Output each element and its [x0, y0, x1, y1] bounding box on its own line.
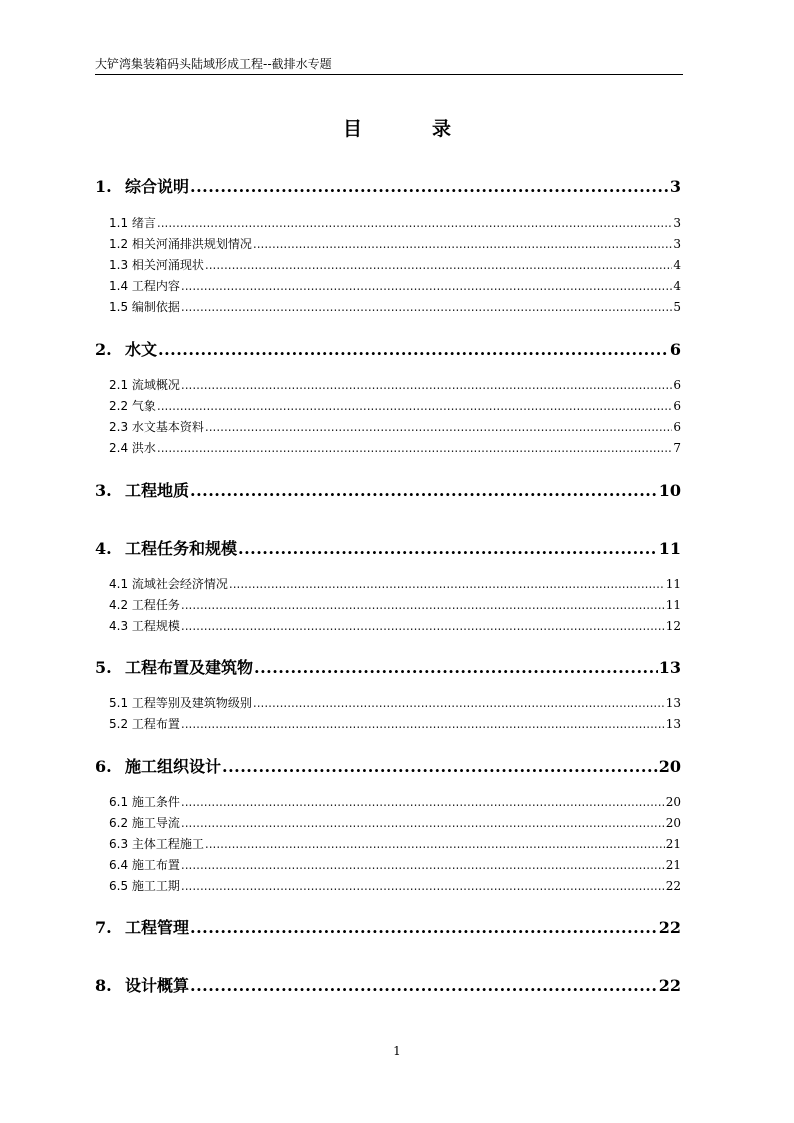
toc-chapter-number: 7.: [95, 918, 112, 937]
page-number: 1: [393, 1044, 401, 1058]
toc-section-entry[interactable]: [95, 856, 681, 873]
toc-chapter-entry[interactable]: [95, 655, 681, 678]
header-title: 大铲湾集装箱码头陆域形成工程--截排水专题: [95, 57, 332, 71]
toc-section-entry[interactable]: [95, 418, 681, 435]
toc-page-number: 6: [673, 378, 681, 392]
toc-page-number: 10: [658, 481, 681, 500]
toc-leader-dots: [253, 237, 672, 251]
toc-section-title: 1.3 相关河涌现状: [109, 258, 204, 272]
toc-chapter-title: 工程地质: [125, 481, 190, 500]
toc-page-number: 13: [665, 717, 681, 731]
toc-chapter-number: 8.: [95, 976, 112, 995]
toc-leader-dots: [190, 976, 658, 995]
toc-chapter-number: 5.: [95, 658, 112, 677]
toc-leader-dots: [181, 598, 665, 612]
toc-leader-dots: [205, 837, 665, 851]
toc-chapter-label: [95, 174, 189, 197]
toc-chapter-title: 工程布置及建筑物: [125, 658, 254, 677]
toc-page-number: 20: [665, 816, 681, 830]
toc-page-number: 22: [658, 918, 681, 937]
toc-leader-dots: [181, 858, 665, 872]
toc-title: [0, 114, 794, 141]
toc-chapter-label: [95, 915, 189, 938]
toc-page-number: 6: [673, 420, 681, 434]
toc-section-entry[interactable]: [95, 397, 681, 414]
toc-leader-dots: [181, 300, 672, 314]
toc-page-number: 21: [665, 858, 681, 872]
toc-section-title: 6.3 主体工程施工: [109, 837, 204, 851]
toc-section-title: 2.3 水文基本资料: [109, 420, 204, 434]
toc-leader-dots: [181, 879, 665, 893]
toc-page-number: 22: [658, 976, 681, 995]
toc-title-char-2: 录: [432, 118, 452, 140]
toc-chapter-title: 施工组织设计: [125, 757, 222, 776]
toc-chapter-entry[interactable]: [95, 754, 681, 777]
toc-chapter-number: 6.: [95, 757, 112, 776]
toc-section-entry[interactable]: [95, 835, 681, 852]
toc-chapter-entry[interactable]: [95, 337, 681, 360]
toc-leader-dots: [190, 177, 669, 196]
toc-section-entry[interactable]: [95, 376, 681, 393]
toc-page-number: 13: [658, 658, 681, 677]
toc-chapter-entry[interactable]: [95, 973, 681, 996]
toc-leader-dots: [238, 539, 658, 558]
toc-title-char-1: 目: [342, 118, 362, 140]
toc-chapter-entry[interactable]: [95, 478, 681, 501]
toc-section-title: 4.1 流域社会经济情况: [109, 577, 228, 591]
toc-page-number: 12: [665, 619, 681, 633]
toc-leader-dots: [158, 340, 669, 359]
toc-section-entry[interactable]: [95, 575, 681, 592]
toc-leader-dots: [157, 399, 672, 413]
toc-page-number: 13: [665, 696, 681, 710]
toc-section-title: 1.1 绪言: [109, 216, 156, 230]
toc-chapter-label: [95, 655, 253, 678]
toc-leader-dots: [205, 420, 672, 434]
toc-section-title: 4.3 工程规模: [109, 619, 180, 633]
toc-section-entry[interactable]: [95, 214, 681, 231]
toc-section-title: 2.1 流域概况: [109, 378, 180, 392]
toc-page-number: 6: [673, 399, 681, 413]
toc-chapter-entry[interactable]: [95, 536, 681, 559]
toc-page-number: 20: [658, 757, 681, 776]
toc-leader-dots: [181, 717, 665, 731]
toc-page-number: 7: [673, 441, 681, 455]
toc-page-number: 11: [665, 598, 681, 612]
toc-page-number: 3: [673, 216, 681, 230]
toc-section-entry[interactable]: [95, 439, 681, 456]
toc-page-number: 11: [665, 577, 681, 591]
toc-chapter-number: 2.: [95, 340, 112, 359]
toc-page-number: 3: [669, 177, 681, 196]
page-header: [95, 55, 683, 75]
toc-section-entry[interactable]: [95, 715, 681, 732]
toc-leader-dots: [205, 258, 672, 272]
toc-section-title: 6.5 施工工期: [109, 879, 180, 893]
toc-section-title: 1.4 工程内容: [109, 279, 180, 293]
toc-chapter-title: 工程任务和规模: [125, 539, 238, 558]
toc-section-title: 2.2 气象: [109, 399, 156, 413]
toc-page-number: 6: [669, 340, 681, 359]
toc-section-entry[interactable]: [95, 617, 681, 634]
toc-page-number: 21: [665, 837, 681, 851]
toc-page-number: 20: [665, 795, 681, 809]
toc-page-number: 4: [673, 258, 681, 272]
toc-section-entry[interactable]: [95, 298, 681, 315]
toc-leader-dots: [181, 378, 672, 392]
toc-page-number: 5: [673, 300, 681, 314]
toc-leader-dots: [229, 577, 665, 591]
toc-chapter-entry[interactable]: [95, 915, 681, 938]
toc-chapter-entry[interactable]: [95, 174, 681, 197]
toc-leader-dots: [157, 216, 672, 230]
toc-chapter-title: 综合说明: [125, 177, 190, 196]
toc-page-number: 4: [673, 279, 681, 293]
toc-section-title: 6.1 施工条件: [109, 795, 180, 809]
toc-leader-dots: [190, 481, 658, 500]
toc-section-entry[interactable]: [95, 235, 681, 252]
toc-leader-dots: [181, 795, 665, 809]
toc-section-entry[interactable]: [95, 256, 681, 273]
toc-section-entry[interactable]: [95, 814, 681, 831]
toc-chapter-number: 1.: [95, 177, 112, 196]
toc-chapter-number: 3.: [95, 481, 112, 500]
toc-leader-dots: [253, 696, 665, 710]
toc-chapter-label: [95, 536, 237, 559]
toc-leader-dots: [157, 441, 672, 455]
toc-section-title: 6.2 施工导流: [109, 816, 180, 830]
toc-section-title: 2.4 洪水: [109, 441, 156, 455]
toc-section-entry[interactable]: [95, 596, 681, 613]
toc-chapter-label: [95, 337, 157, 360]
toc-section-title: 6.4 施工布置: [109, 858, 180, 872]
toc-leader-dots: [181, 816, 665, 830]
toc-leader-dots: [254, 658, 658, 677]
toc-page-number: 22: [665, 879, 681, 893]
toc-leader-dots: [181, 619, 665, 633]
toc-chapter-number: 4.: [95, 539, 112, 558]
toc-leader-dots: [190, 918, 658, 937]
toc-page-number: 3: [673, 237, 681, 251]
toc-chapter-title: 设计概算: [125, 976, 190, 995]
toc-chapter-title: 工程管理: [125, 918, 190, 937]
toc-section-title: 4.2 工程任务: [109, 598, 180, 612]
toc-section-title: 1.5 编制依据: [109, 300, 180, 314]
toc-section-entry[interactable]: [95, 877, 681, 894]
toc-leader-dots: [181, 279, 672, 293]
toc-section-entry[interactable]: [95, 694, 681, 711]
toc-chapter-label: [95, 973, 189, 996]
toc-leader-dots: [222, 757, 658, 776]
toc-section-title: 1.2 相关河涌排洪规划情况: [109, 237, 252, 251]
toc-section-entry[interactable]: [95, 793, 681, 810]
toc-chapter-label: [95, 478, 189, 501]
toc-chapter-title: 水文: [125, 340, 158, 359]
toc-page-number: 11: [658, 539, 681, 558]
toc-chapter-label: [95, 754, 221, 777]
toc-section-entry[interactable]: [95, 277, 681, 294]
toc-section-title: 5.1 工程等别及建筑物级别: [109, 696, 252, 710]
toc-section-title: 5.2 工程布置: [109, 717, 180, 731]
